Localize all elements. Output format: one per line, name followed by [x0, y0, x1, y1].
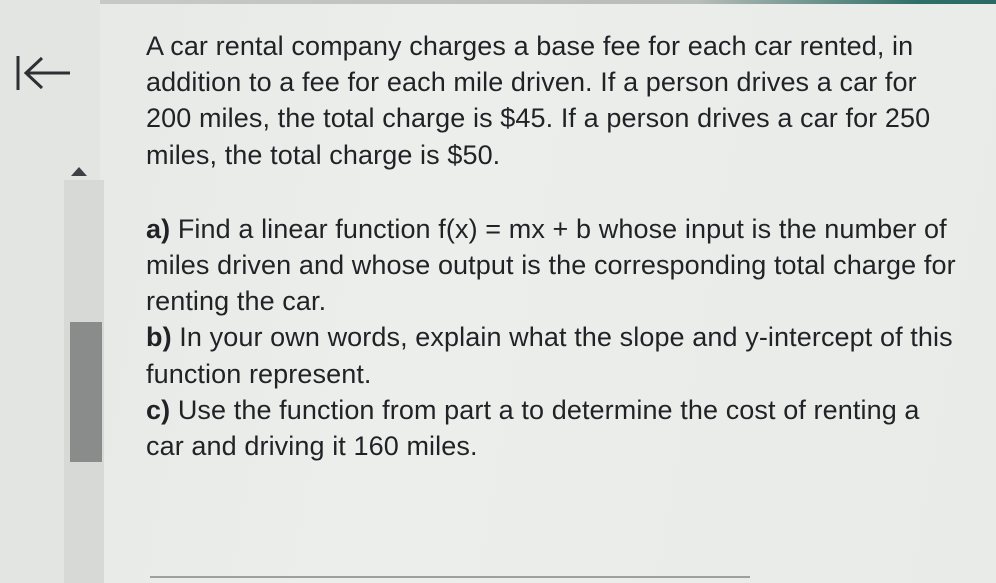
- problem-content: [146, 28, 956, 464]
- bottom-divider: [150, 576, 750, 578]
- part-a-math: f(x) = mx + b: [438, 213, 592, 244]
- part-a-text-before: Find a linear function: [177, 213, 431, 244]
- part-c: [146, 392, 956, 464]
- part-c-text: Use the function from part a to determine the cost of renting a car and driving it 160 miles.: [146, 394, 920, 462]
- top-edge-bar: [0, 0, 996, 4]
- part-b-text: In your own words, explain what the slope and y-intercept of this function represent.: [146, 322, 953, 389]
- part-a-text-after: whose input is the number of miles driven and whose output is the corresponding total charge for renting the car.: [146, 213, 956, 317]
- problem-stem: A car rental company charges a base fee for each car rented, in addition to a fee for each mile driven. If a person drives a car for 200 miles, the total charge is $45. If a person drives a car for 250 miles, the total charge is $50.: [146, 31, 931, 170]
- part-a: [146, 211, 956, 320]
- part-b: [146, 319, 956, 391]
- part-b-label: b): [146, 322, 172, 353]
- arrow-left-to-bar-icon: [14, 53, 72, 98]
- scrollbar-thumb[interactable]: [70, 322, 102, 462]
- part-c-label: c): [146, 394, 171, 425]
- triangle-up-icon[interactable]: [71, 167, 87, 176]
- back-button[interactable]: [14, 55, 72, 95]
- part-a-label: a): [146, 213, 171, 244]
